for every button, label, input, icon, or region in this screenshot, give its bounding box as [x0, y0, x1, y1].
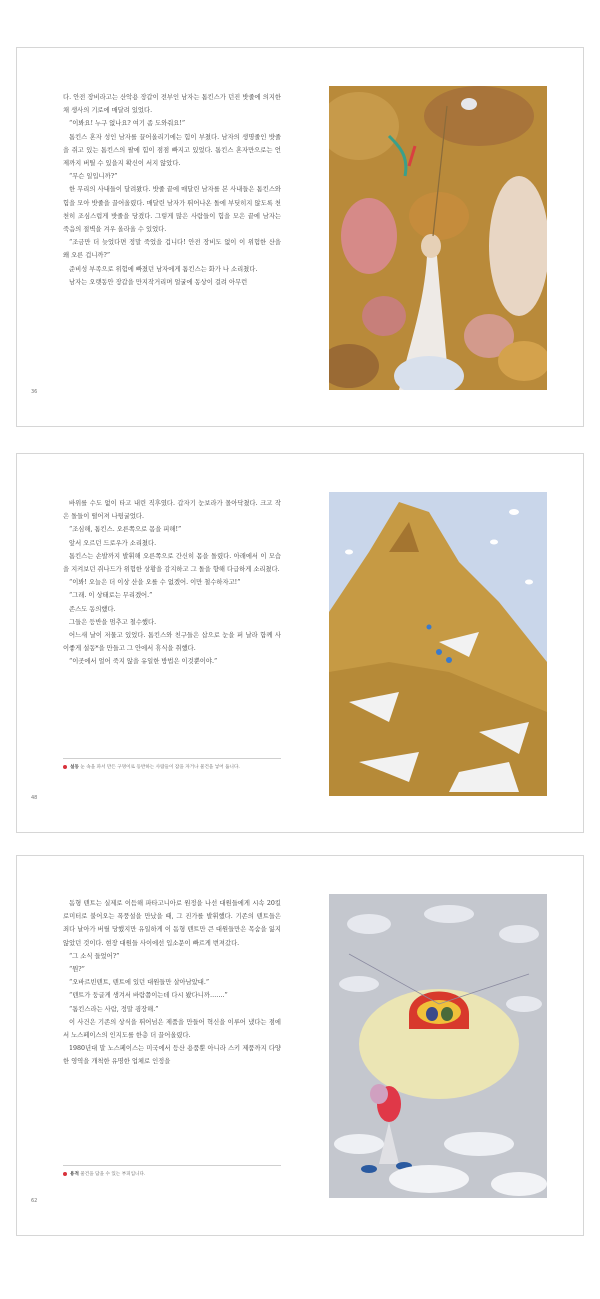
paragraph: 준비성 부족으로 위험에 빠졌던 남자에게 톰킨스는 화가 나 소리쳤다. [69, 265, 258, 273]
footnote [63, 758, 281, 771]
paragraph: “오바르빈텐트, 텐트에 있던 대원들만 살아남았대.” [69, 979, 210, 987]
footnote-text: 물건을 담을 수 있는 부피입니다. [80, 1172, 146, 1177]
book-spread-3 [16, 855, 584, 1236]
paragraph: “무슨 일입니까?” [69, 173, 118, 181]
paragraph: 바위를 수도 없이 타고 내린 직후였다. 갑자기 눈보라가 몰아닥쳤다. 크고 작은 돌들이 떨어져 나뒹굴었다. [63, 500, 281, 521]
page-number: 48 [31, 795, 38, 801]
paragraph: 1980년대 말 노스페이스는 미국에서 등산 용품뿐 아니라 스키 제품까지 다양한 영역을 개척한 유명한 업체로 인정을 [63, 1045, 281, 1066]
paragraph: “그래. 이 상태로는 무리겠어.” [69, 592, 153, 600]
paragraph: 존스도 동의했다. [69, 605, 116, 613]
footnote-bullet-icon [63, 765, 67, 769]
illustration-svg [329, 894, 547, 1198]
paragraph: “이곳에서 얼어 죽지 않을 유일한 방법은 이것뿐이야.” [69, 658, 218, 666]
paragraph: “그 소식 들었어?” [69, 952, 120, 960]
page-number: 36 [31, 389, 38, 395]
illustration-climber-rope [329, 86, 547, 390]
paragraph: 다. 안전 장비라고는 산악용 장갑이 전부인 남자는 톰킨스가 던진 밧줄에 의지한 채 생사의 기로에 매달려 있었다. [63, 94, 281, 115]
paragraph: 이 사건은 기존의 상식을 뛰어넘은 제품을 만들어 혁신을 이루어 냈다는 점에서 노스페이스의 인지도를 한층 더 끌어올렸다. [63, 1018, 281, 1040]
paragraph: 돔형 텐트는 실제로 이듬해 파타고니아로 원정을 나선 대원들에게 시속 20킬로미터로 불어오는 폭풍설을 만났을 때, 그 진가를 발휘했다. 기존의 텐트들은 죄다 날아가 버릴 당했지만 유일하게 이 돔형 텐트만 큰 대원들만은 목숨을 잃지 않았던 것이다. 현장 대원들 사이에선 입소문이 빠르게 번져갔다. [63, 900, 281, 947]
illustration-dome-tent-storm [329, 894, 547, 1198]
paragraph: 앞서 오르던 드로우가 소리쳤다. [69, 539, 157, 547]
footnote-bullet-icon [63, 1172, 67, 1176]
footnote-text: 눈 속을 파서 만든 구멍이로 등반하는 사람들이 잠을 자거나 물건을 넣어 둡니다. [80, 765, 240, 770]
book-spread-1 [16, 47, 584, 427]
paragraph: “조금만 더 늦었다면 정말 죽었을 겁니다! 안전 장비도 없이 이 위험한 산을 왜 오른 겁니까?” [63, 239, 281, 260]
paragraph: 한 무리의 사내들이 달려왔다. 밧줄 끝에 매달린 남자를 본 사내들은 톰킨스와 힘을 모아 밧줄을 끌어올렸다. 매달린 남자가 뛰어나온 돌에 부딪히지 않도록 천천히 조심스럽게 밧줄을 당겼다. 그렇게 많은 사람들이 힘을 모은 끝에 남자는 죽음의 절벽을 겨우 올라올 수 있었다. [63, 186, 281, 234]
paragraph: “텐트가 둥글게 생겨서 바람쯤이는데 다시 봤다니까…….” [69, 992, 228, 1000]
page-number: 62 [31, 1198, 38, 1204]
illustration-svg [329, 492, 547, 796]
footnote [63, 1165, 281, 1178]
footnote-term: 설동 [70, 765, 79, 770]
illustration-mountain-climbers [329, 492, 547, 796]
paragraph: 톰킨스는 손발까지 발휘해 오른쪽으로 간신히 몸을 돌렸다. 아래에서 이 모습을 지켜보던 쥐나드가 위험한 상황을 감지하고 그 돌을 향해 다급하게 소리쳤다. [63, 552, 281, 574]
paragraph: “톰킨스라는 사람, 정말 굉장해.” [69, 1005, 159, 1013]
paragraph: 톰킨스 혼자 성인 남자를 끌어올리기에는 힘이 부쳤다. 남자의 생명줄인 밧줄을 쥐고 있는 톰킨스의 팔에 힘이 점점 빠지고 있었다. 톰킨스 혼자만으로는 언제까지 버틸 수 있을지 확신이 서지 않았다. [63, 133, 281, 168]
book-spread-2 [16, 453, 584, 833]
paragraph: 남자는 오랫동안 장갑을 만지작거리며 얼굴에 동상이 걸려 아무런 [69, 278, 248, 286]
illustration-svg [329, 86, 547, 390]
page-text-2 [63, 497, 281, 669]
paragraph: “이봐! 오늘은 더 이상 산을 오를 수 없겠어. 이만 철수하자고!” [69, 579, 241, 587]
footnote-term: 용적 [70, 1172, 79, 1177]
paragraph: “이봐요! 누구 없나요? 여기 좀 도와줘요!” [69, 120, 186, 128]
paragraph: 그들은 등반을 멈추고 철수했다. [69, 618, 157, 626]
page-text-1 [63, 91, 281, 289]
paragraph: “뭔?” [69, 966, 85, 974]
paragraph: “조심해, 톰킨스. 오른쪽으로 몸을 피해!” [69, 526, 182, 534]
paragraph: 어느새 날이 저물고 있었다. 톰킨스와 친구들은 삽으로 눈을 퍼 날라 함께 사이좋게 설동*을 만들고 그 안에서 휴식을 취했다. [63, 632, 281, 653]
page-text-3 [63, 897, 281, 1069]
